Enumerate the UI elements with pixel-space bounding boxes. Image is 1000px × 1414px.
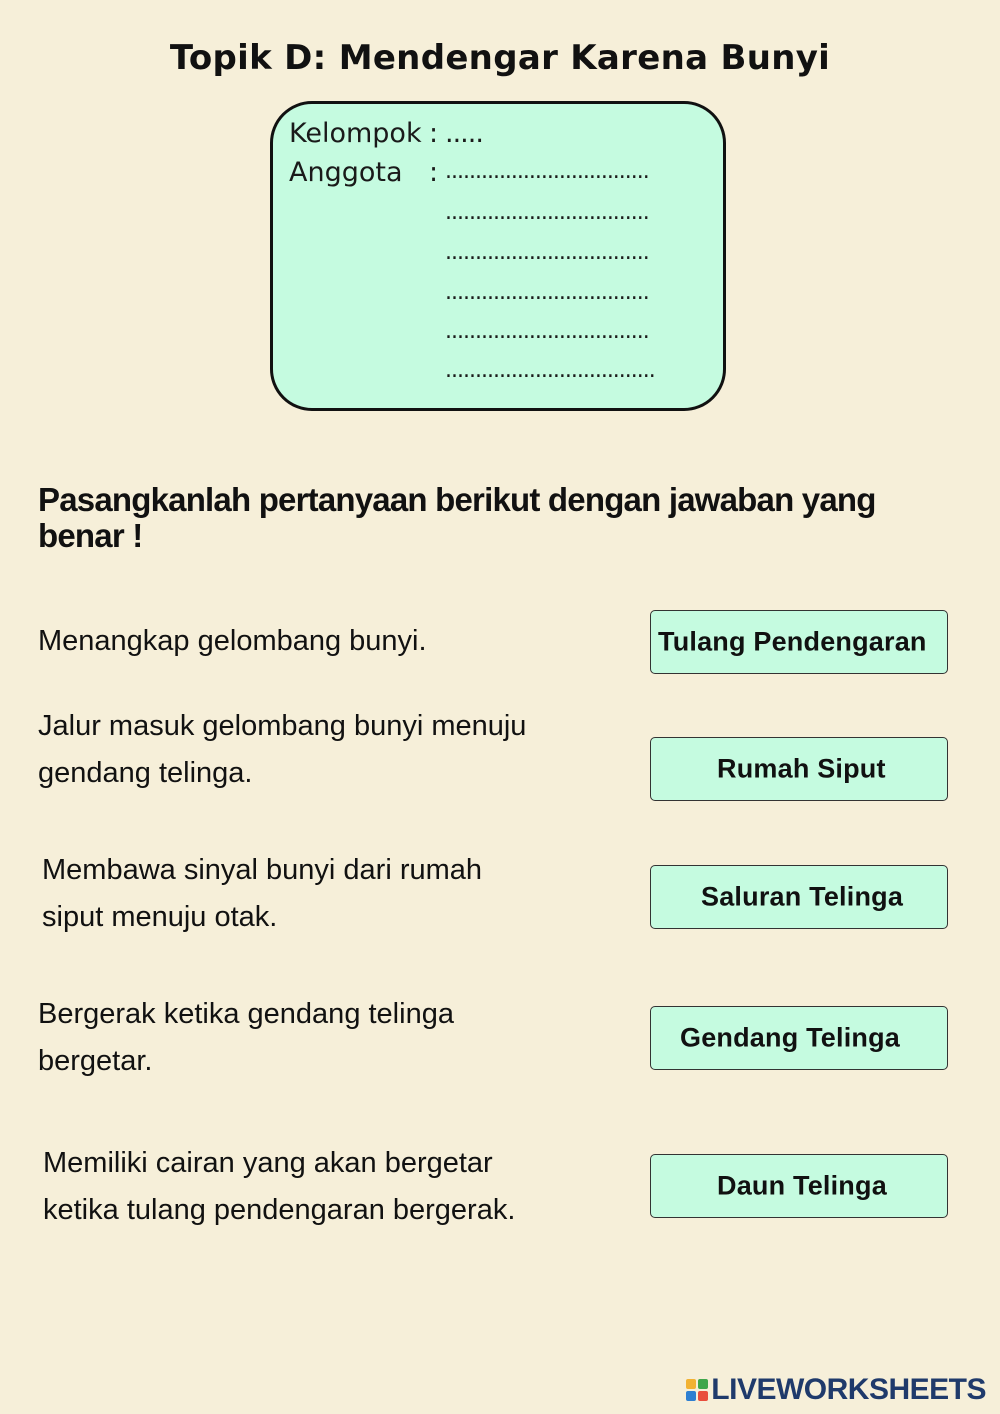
question-3	[42, 847, 482, 941]
kelompok-field[interactable]: .....	[445, 118, 483, 149]
question-line: gendang telinga.	[38, 757, 253, 789]
member-field[interactable]: ...................................	[445, 358, 655, 383]
question-5	[43, 1140, 515, 1234]
liveworksheets-logo	[686, 1373, 986, 1407]
question-4	[38, 991, 454, 1085]
question-2	[38, 703, 526, 797]
answer-option[interactable]	[650, 1154, 948, 1218]
logo-square	[686, 1391, 696, 1401]
answer-option[interactable]	[650, 1006, 948, 1070]
answer-option[interactable]	[650, 865, 948, 929]
member-field[interactable]: ..................................	[445, 159, 649, 184]
question-line: bergetar.	[38, 1045, 153, 1077]
answer-label: Daun Telinga	[717, 1170, 887, 1201]
group-info-box	[270, 101, 726, 411]
answer-option[interactable]	[650, 737, 948, 801]
logo-mark-icon	[686, 1379, 708, 1401]
logo-square	[698, 1391, 708, 1401]
member-field[interactable]: ..................................	[445, 240, 649, 265]
kelompok-colon: :	[429, 118, 439, 149]
question-line: Memiliki cairan yang akan bergetar	[43, 1147, 493, 1179]
question-line: siput menuju otak.	[42, 901, 278, 933]
question-line: Jalur masuk gelombang bunyi menuju	[38, 710, 527, 742]
question-line: Bergerak ketika gendang telinga	[38, 998, 454, 1030]
kelompok-label: Kelompok	[289, 118, 422, 149]
logo-square	[686, 1379, 696, 1389]
logo-square	[698, 1379, 708, 1389]
member-field[interactable]: ..................................	[445, 200, 649, 225]
question-1	[38, 618, 427, 665]
answer-label: Gendang Telinga	[680, 1022, 901, 1053]
instruction-text: Pasangkanlah pertanyaan berikut dengan jawaban yang benar !	[38, 481, 876, 554]
question-line: Membawa sinyal bunyi dari rumah	[42, 854, 483, 886]
question-line: ketika tulang pendengaran bergerak.	[43, 1194, 516, 1226]
member-field[interactable]: ..................................	[445, 319, 649, 344]
anggota-colon: :	[429, 157, 439, 188]
page-title: Topik D: Mendengar Karena Bunyi	[169, 38, 831, 78]
answer-label: Saluran Telinga	[701, 881, 904, 912]
answer-label: Rumah Siput	[717, 753, 886, 784]
member-field[interactable]: ..................................	[445, 280, 649, 305]
answer-label: Tulang Pendengaran	[658, 626, 927, 657]
question-line: Menangkap gelombang bunyi.	[38, 625, 427, 657]
answer-option[interactable]	[650, 610, 948, 674]
logo-text: LIVEWORKSHEETS	[711, 1373, 986, 1406]
anggota-label: Anggota	[289, 157, 403, 188]
